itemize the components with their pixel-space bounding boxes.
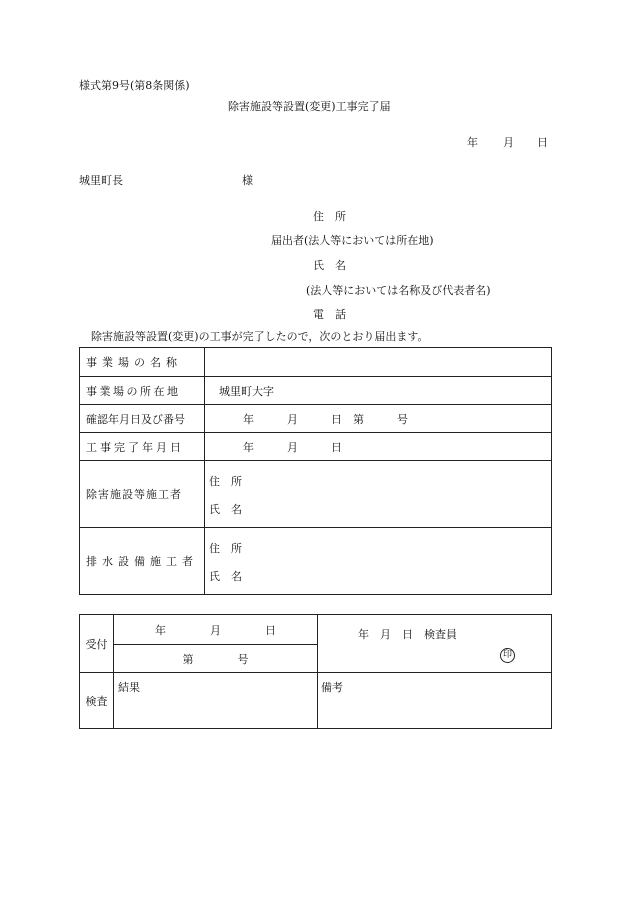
row-value: 年 月 日 第 号 — [205, 405, 552, 433]
applicant-name-label: 氏 名 — [313, 259, 346, 272]
row-value — [205, 348, 552, 377]
applicant-address-label: 住 所 — [313, 210, 346, 223]
table-row — [80, 461, 552, 528]
inspection-label: 検査 — [80, 673, 114, 729]
receipt-date: 年 月 日 — [114, 615, 318, 645]
contractor-details — [205, 461, 552, 528]
drainage-name-label: 氏 名 — [209, 570, 242, 583]
drainage-details — [205, 528, 552, 595]
table-row — [80, 528, 552, 595]
row-value: 城里町大字 — [205, 377, 552, 405]
row-label: 事業場の所在地 — [80, 377, 205, 405]
notifier-label: 届出者(法人等においては所在地) — [271, 234, 434, 247]
applicant-name-note: (法人等においては名称及び代表者名) — [306, 284, 491, 297]
receipt-number: 第 号 — [114, 645, 318, 673]
receipt-label: 受付 — [80, 615, 114, 673]
date-year: 年 — [467, 136, 478, 149]
addressee-honorific: 様 — [242, 174, 253, 187]
row-label: 確認年月日及び番号 — [80, 405, 205, 433]
result-label: 結果 — [114, 673, 318, 729]
date-month: 月 — [503, 136, 514, 149]
date-day: 日 — [537, 136, 548, 149]
inspector-line: 年 月 日 検査員 — [358, 628, 457, 641]
row-label: 工事完了年月日 — [80, 433, 205, 461]
document-title: 除害施設等設置(変更)工事完了届 — [228, 100, 391, 113]
seal-mark: 印 — [500, 648, 515, 663]
drainage-address-label: 住 所 — [209, 542, 242, 555]
table-row — [80, 433, 552, 461]
row-value: 年 月 日 — [205, 433, 552, 461]
table-row — [80, 377, 552, 405]
inspection-table — [79, 614, 552, 729]
contractor-label: 除害施設等施工者 — [80, 461, 205, 528]
addressee-name: 城里町長 — [79, 174, 123, 187]
intro-text: 除害施設等設置(変更)の工事が完了したので，次のとおり届出ます。 — [91, 330, 429, 343]
remarks-label: 備考 — [318, 673, 552, 729]
table-row — [80, 348, 552, 377]
form-number: 様式第9号(第8条関係) — [79, 79, 190, 92]
main-table — [79, 347, 552, 595]
contractor-address-label: 住 所 — [209, 475, 242, 488]
drainage-label: 排水設備施工者 — [80, 528, 205, 595]
row-label: 事業場の名称 — [80, 348, 205, 377]
contractor-name-label: 氏 名 — [209, 503, 242, 516]
inspector-cell — [318, 615, 552, 673]
table-row — [80, 405, 552, 433]
applicant-phone-label: 電 話 — [313, 308, 346, 321]
